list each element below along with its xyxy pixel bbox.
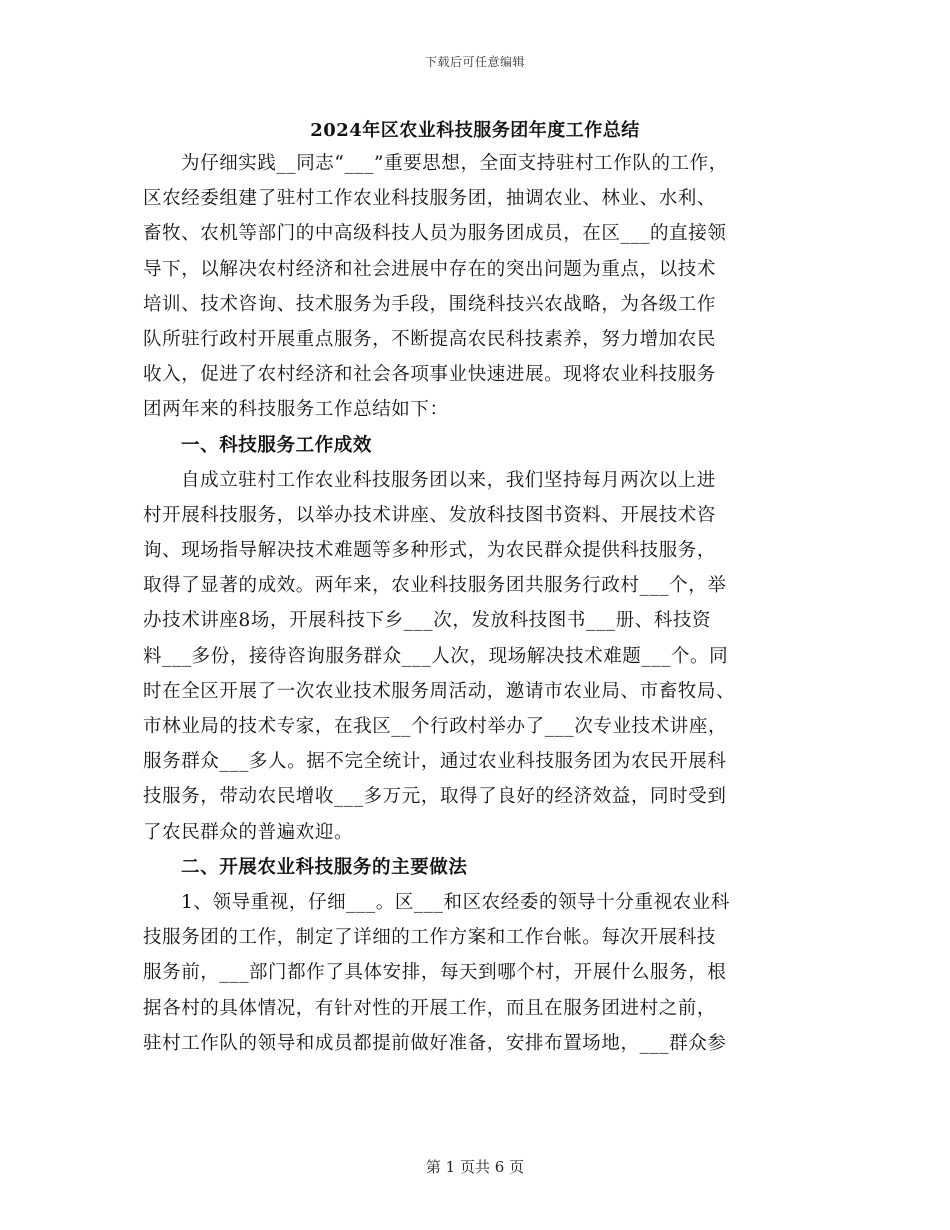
paragraph-line: 时在全区开展了一次农业技术服务周活动，邀请市农业局、市畜牧局、 — [143, 680, 736, 702]
paragraph-line: 团两年来的科技服务工作总结如下： — [143, 399, 449, 421]
paragraph-line: 队所驻行政村开展重点服务，不断提高农民科技素养，努力增加农民 — [143, 328, 717, 350]
paragraph-line: 办技术讲座8场，开展科技下乡___次，发放科技图书___册、科技资 — [143, 610, 712, 632]
paragraph-line: 了农民群众的普遍欢迎。 — [143, 821, 354, 843]
document-body — [143, 146, 818, 1061]
paragraph-line: 区农经委组建了驻村工作农业科技服务团，抽调农业、林业、水利、 — [143, 188, 717, 210]
paragraph-line: 1、领导重视，仔细___。区___和区农经委的领导十分重视农业科 — [181, 891, 730, 913]
section-heading: 一、科技服务工作成效 — [181, 434, 373, 456]
paragraph-line: 培训、技术咨询、技术服务为手段，围绕科技兴农战略，为各级工作 — [143, 293, 717, 315]
paragraph-line: 导下，以解决农村经济和社会进展中存在的突出问题为重点，以技术 — [143, 258, 717, 280]
paragraph-line: 自成立驻村工作农业科技服务团以来，我们坚持每月两次以上进 — [181, 469, 716, 491]
paragraph-line: 询、现场指导解决技术难题等多种形式，为农民群众提供科技服务， — [143, 540, 717, 562]
page-number: 第 1 页共 6 页 — [425, 1158, 525, 1176]
paragraph-line: 料___多份，接待咨询服务群众___人次，现场解决技术难题___个。同 — [143, 645, 729, 667]
section-heading: 二、开展农业科技服务的主要做法 — [181, 856, 468, 878]
paragraph-line: 畜牧、农机等部门的中高级科技人员为服务团成员，在区___的直接领 — [143, 223, 727, 245]
paragraph-line: 服务群众___多人。据不完全统计，通过农业科技服务团为农民开展科 — [143, 751, 727, 773]
paragraph-line: 服务前，___部门都作了具体安排，每天到哪个村，开展什么服务，根 — [143, 962, 727, 984]
paragraph-line: 驻村工作队的领导和成员都提前做好准备，安排布置场地，___群众参 — [143, 1032, 727, 1054]
paragraph-line: 据各村的具体情况，有针对性的开展工作，而且在服务团进村之前， — [143, 997, 717, 1019]
header-note: 下载后可任意编辑 — [424, 55, 525, 69]
paragraph-line: 技服务团的工作，制定了详细的工作方案和工作台帐。每次开展科技 — [143, 927, 717, 949]
paragraph-line: 收入，促进了农村经济和社会各项事业快速进展。现将农业科技服务 — [143, 364, 717, 386]
paragraph-line: 为仔细实践__同志“___”重要思想，全面支持驻村工作队的工作， — [181, 153, 728, 174]
paragraph-line: 市林业局的技术专家，在我区__个行政村举办了___次专业技术讲座， — [143, 716, 728, 737]
paragraph-line: 技服务，带动农民增收___多万元，取得了良好的经济效益，同时受到 — [143, 786, 727, 808]
paragraph-line: 村开展科技服务，以举办技术讲座、发放科技图书资料、开展技术咨 — [143, 504, 717, 526]
document-title: 2024年区农业科技服务团年度工作总结 — [310, 120, 640, 141]
paragraph-line: 取得了显著的成效。两年来，农业科技服务团共服务行政村___个，举 — [143, 575, 727, 597]
